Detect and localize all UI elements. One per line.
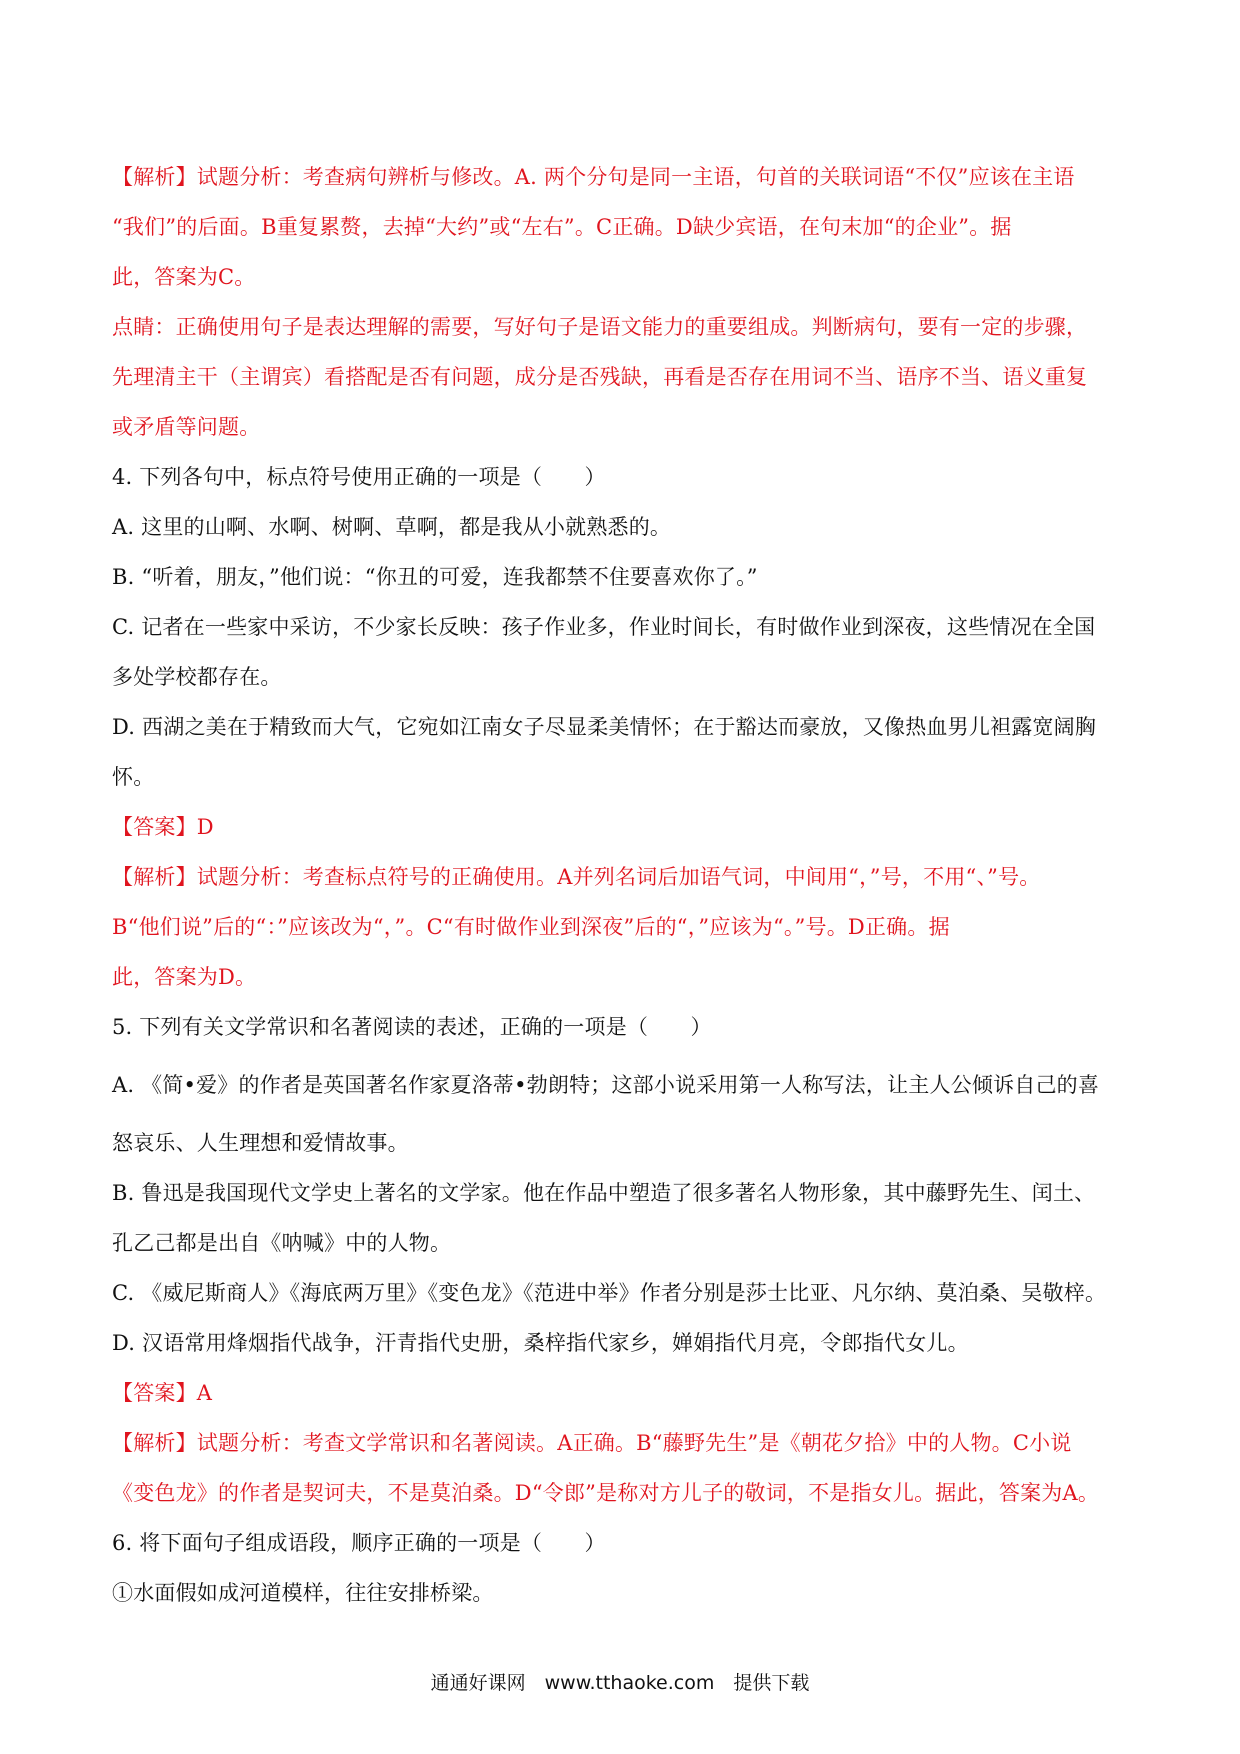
question-4-option-d-line-2: 怀。: [112, 765, 155, 789]
analysis-q3-line-3: 此，答案为C。: [112, 265, 256, 289]
answer-q4: 【答案】D: [112, 815, 214, 839]
question-4-option-d-line-1: D. 西湖之美在于精致而大气，它宛如江南女子尽显柔美情怀；在于豁达而豪放，又像热血男儿袒露宽阔胸: [112, 715, 1097, 739]
page-footer: 通通好课网 www.tthaoke.com 提供下载: [430, 1672, 810, 1694]
question-5-option-b-line-2: 孔乙己都是出自《呐喊》中的人物。: [112, 1231, 452, 1255]
tip-q3-line-3: 或矛盾等问题。: [112, 415, 261, 439]
question-5-option-d: D. 汉语常用烽烟指代战争，汗青指代史册，桑梓指代家乡，婵娟指代月亮，令郎指代女儿。: [112, 1331, 969, 1355]
question-4-stem: 4. 下列各句中，标点符号使用正确的一项是（ ）: [112, 465, 606, 489]
question-5-option-a-line-2: 怒哀乐、人生理想和爱情故事。: [112, 1131, 409, 1155]
document-body: [112, 152, 1142, 1618]
question-4-option-c-line-1: C. 记者在一些家中采访，不少家长反映：孩子作业多，作业时间长，有时做作业到深夜，这些情况在全国: [112, 615, 1096, 639]
question-5-option-b-line-1: B. 鲁迅是我国现代文学史上著名的文学家。他在作品中塑造了很多著名人物形象，其中藤野先生、闰土、: [112, 1181, 1096, 1205]
question-4-option-c-line-2: 多处学校都存在。: [112, 665, 282, 689]
question-6-stem: 6. 将下面句子组成语段，顺序正确的一项是（ ）: [112, 1531, 606, 1555]
question-5-option-a-line-1: A. 《简•爱》的作者是英国著名作家夏洛蒂•勃朗特；这部小说采用第一人称写法，让主人公倾诉自己的喜: [112, 1073, 1100, 1097]
analysis-q5-line-1: 【解析】试题分析：考查文学常识和名著阅读。A正确。B“藤野先生”是《朝花夕拾》中的人物。C小说: [112, 1431, 1072, 1455]
analysis-q3-line-2: “我们”的后面。B重复累赘，去掉“大约”或“左右”。C正确。D缺少宾语，在句末加“的企业”。据: [112, 215, 1012, 239]
question-4-option-a: A. 这里的山啊、水啊、树啊、草啊，都是我从小就熟悉的。: [112, 515, 672, 539]
analysis-q4-line-1: 【解析】试题分析：考查标点符号的正确使用。A并列名词后加语气词，中间用“，”号，不用“、”号。: [112, 865, 1041, 889]
tip-q3-line-2: 先理清主干（主谓宾）看搭配是否有问题，成分是否残缺，再看是否存在用词不当、语序不当、语义重复: [112, 365, 1088, 389]
analysis-q5-line-2: 《变色龙》的作者是契诃夫，不是莫泊桑。D“令郎”是称对方儿子的敬词，不是指女儿。据此，答案为A。: [112, 1481, 1100, 1505]
analysis-q4-line-3: 此，答案为D。: [112, 965, 257, 989]
answer-q5: 【答案】A: [112, 1381, 213, 1405]
question-4-option-b: B. “听着，朋友，”他们说：“你丑的可爱，连我都禁不住要喜欢你了。”: [112, 565, 758, 589]
tip-q3-line-1: 点睛：正确使用句子是表达理解的需要，写好句子是语文能力的重要组成。判断病句，要有一定的步骤，: [112, 315, 1088, 339]
question-6-sentence-1: ①水面假如成河道模样，往往安排桥梁。: [112, 1581, 494, 1605]
analysis-q3-line-1: 【解析】试题分析：考查病句辨析与修改。A. 两个分句是同一主语，句首的关联词语“不仅”应该在主语: [112, 165, 1075, 189]
question-5-option-c: C. 《威尼斯商人》《海底两万里》《变色龙》《范进中举》作者分别是莎士比亚、凡尔纳、莫泊桑、吴敬梓。: [112, 1281, 1107, 1305]
analysis-q4-line-2: B“他们说”后的“：”应该改为“，”。C“有时做作业到深夜”后的“，”应该为“。”号。D正确。据: [112, 915, 950, 939]
question-5-stem: 5. 下列有关文学常识和名著阅读的表述，正确的一项是（ ）: [112, 1015, 712, 1039]
